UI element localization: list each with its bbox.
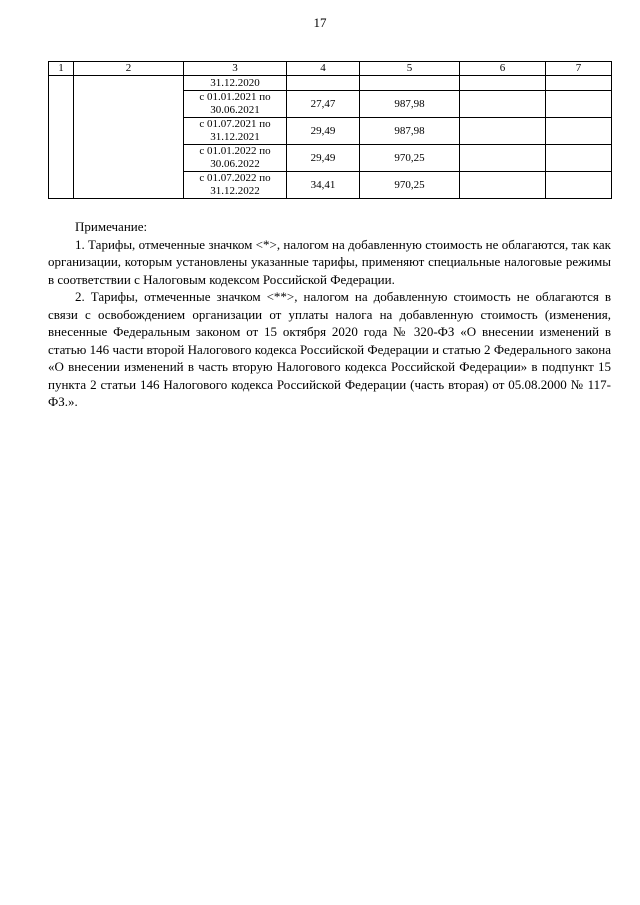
note-item-2: 2. Тарифы, отмеченные значком <**>, налогом на добавленную стоимость не облагаются в связи с освобождением организации от уплаты налога на добавленную стоимость (изменения, внесенные Федеральным законом от 15 октября 2020 года № 320-ФЗ «О внесении изменений в статью 146 части второй Налогового кодекса Российской Федерации и статью 2 Федерального закона «О внесении изменений в часть вторую Налогового кодекса Российской Федерации» в подпункт 15 пункта 2 статьи 146 Налогового кодекса Российской Федерации (часть вторая) от 05.08.2000 № 117-ФЗ.». (48, 289, 611, 409)
header-col-2: 2 (74, 62, 184, 76)
header-col-6: 6 (460, 62, 546, 76)
header-col-7: 7 (546, 62, 612, 76)
cell-col-5 (360, 76, 460, 91)
cell-period: с 01.01.2021 по 30.06.2021 (184, 91, 287, 118)
header-col-3: 3 (184, 62, 287, 76)
page-number: 17 (313, 15, 327, 30)
cell-col-6 (460, 118, 546, 145)
note-item-1: 1. Тарифы, отмеченные значком <*>, налогом на добавленную стоимость не облагаются, так как организации, которым установлены указанные тарифы, применяют специальные налоговые режимы в соответствии с Налоговым кодексом Российской Федерации. (48, 236, 611, 287)
cell-col-6 (460, 145, 546, 172)
table-row (49, 76, 612, 91)
cell-col-2-continued (74, 76, 184, 199)
cell-col-4 (287, 76, 360, 91)
cell-col-5: 987,98 (360, 91, 460, 118)
cell-col-5: 970,25 (360, 145, 460, 172)
notes-section (48, 218, 611, 411)
cell-col-4: 29,49 (287, 118, 360, 145)
cell-col-4: 29,49 (287, 145, 360, 172)
table-header-row (49, 62, 612, 76)
notes-title: Примечание: (75, 219, 148, 234)
header-col-1: 1 (49, 62, 74, 76)
cell-col-5: 970,25 (360, 172, 460, 199)
cell-col-6 (460, 172, 546, 199)
cell-col-7 (546, 76, 612, 91)
cell-period: 31.12.2020 (184, 76, 287, 91)
cell-col-7 (546, 91, 612, 118)
cell-col-7 (546, 172, 612, 199)
header-col-5: 5 (360, 62, 460, 76)
header-col-4: 4 (287, 62, 360, 76)
cell-period: с 01.07.2021 по 31.12.2021 (184, 118, 287, 145)
cell-col-5: 987,98 (360, 118, 460, 145)
cell-col-6 (460, 76, 546, 91)
cell-col-4: 27,47 (287, 91, 360, 118)
cell-col-7 (546, 118, 612, 145)
tariff-table (48, 61, 612, 199)
cell-period: с 01.01.2022 по 30.06.2022 (184, 145, 287, 172)
cell-col-1-continued (49, 76, 74, 199)
cell-col-7 (546, 145, 612, 172)
cell-col-6 (460, 91, 546, 118)
cell-col-4: 34,41 (287, 172, 360, 199)
cell-period: с 01.07.2022 по 31.12.2022 (184, 172, 287, 199)
